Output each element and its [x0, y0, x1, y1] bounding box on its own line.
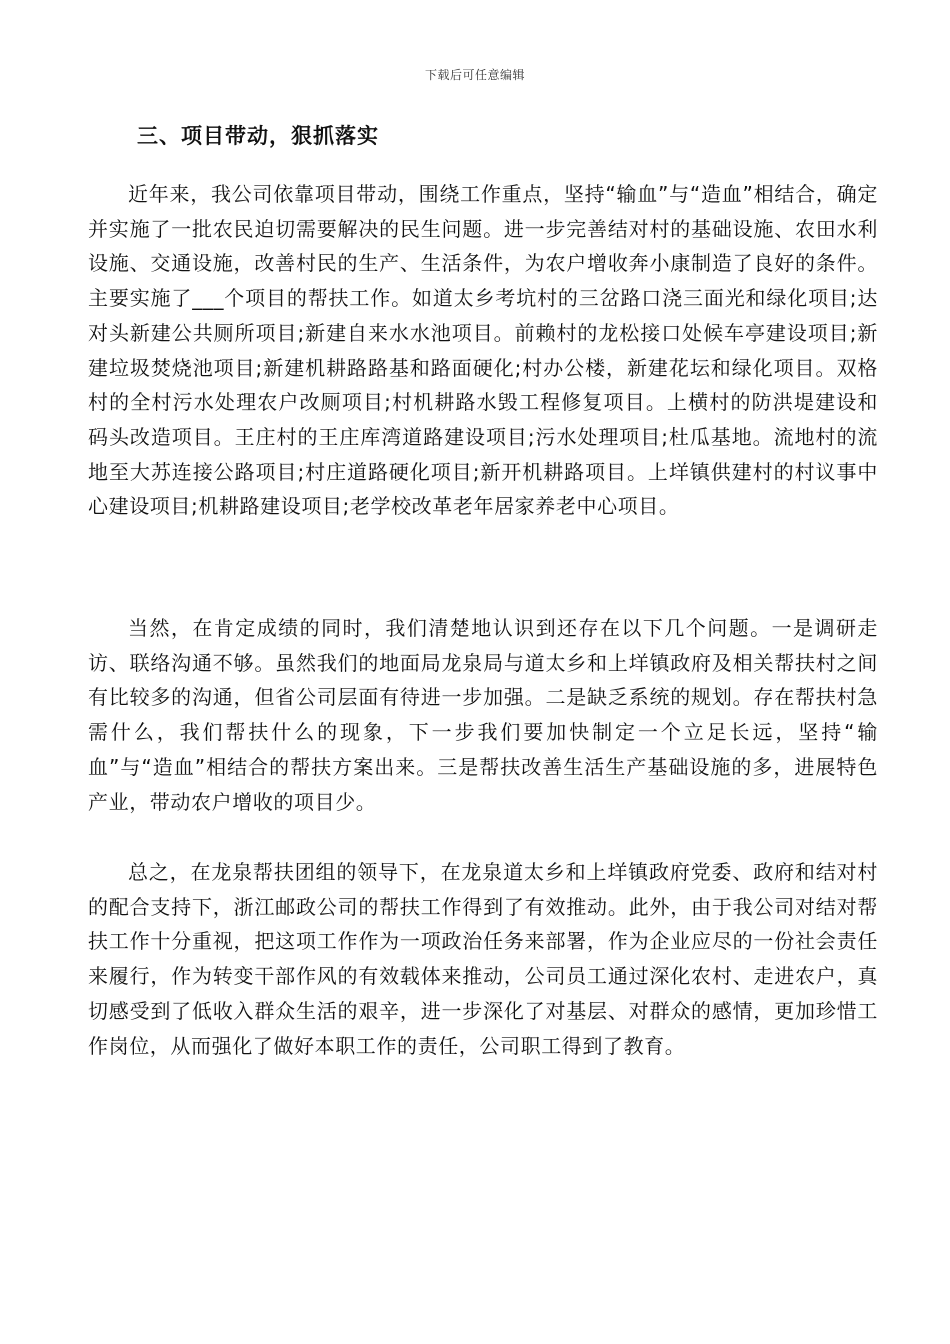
paragraph-problems: 当然，在肯定成绩的同时，我们清楚地认识到还存在以下几个问题。一是调研走访、联络沟通不够。虽然我们的地面局龙泉局与道太乡和上垟镇政府及相关帮扶村之间有比较多的沟通，但省公司层面有待进一步加强。二是缺乏系统的规划。存在帮扶村急需什么，我们帮扶什么的现象，下一步我们要加快制定一个立足长远，坚持“输血”与“造血”相结合的帮扶方案出来。三是帮扶改善生活生产基础设施的多，进展特色产业，带动农户增收的项目少。: [88, 616, 878, 814]
section-heading: 三、项目带动，狠抓落实: [137, 124, 379, 148]
paragraph-summary: 总之，在龙泉帮扶团组的领导下，在龙泉道太乡和上垟镇政府党委、政府和结对村的配合支持下，浙江邮政公司的帮扶工作得到了有效推动。此外，由于我公司对结对帮扶工作十分重视，把这项工作作为一项政治任务来部署，作为企业应尽的一份社会责任来履行，作为转变干部作风的有效载体来推动，公司员工通过深化农村、走进农户，真切感受到了低收入群众生活的艰辛，进一步深化了对基层、对群众的感情，更加珍惜工作岗位，从而强化了做好本职工作的责任，公司职工得到了教育。: [88, 860, 878, 1058]
paragraph-projects: 近年来，我公司依靠项目带动，围绕工作重点，坚持“输血”与“造血”相结合，确定并实施了一批农民迫切需要解决的民生问题。进一步完善结对村的基础设施、农田水利设施、交通设施，改善村民的生产、生活条件，为农户增收奔小康制造了良好的条件。主要实施了___个项目的帮扶工作。如道太乡考坑村的三岔路口浇三面光和绿化项目;达对头新建公共厕所项目;新建自来水水池项目。前赖村的龙松接口处候车亭建设项目;新建垃圾焚烧池项目;新建机耕路路基和路面硬化;村办公楼，新建花坛和绿化项目。双格村的全村污水处理农户改厕项目;村机耕路水毁工程修复项目。上横村的防洪堤建设和码头改造项目。王庄村的王庄库湾道路建设项目;污水处理项目;杜瓜基地。流地村的流地至大苏连接公路项目;村庄道路硬化项目;新开机耕路项目。上垟镇供建村的村议事中心建设项目;机耕路建设项目;老学校改革老年居家养老中心项目。: [88, 182, 878, 519]
page-header-note: 下载后可任意编辑: [424, 68, 525, 82]
